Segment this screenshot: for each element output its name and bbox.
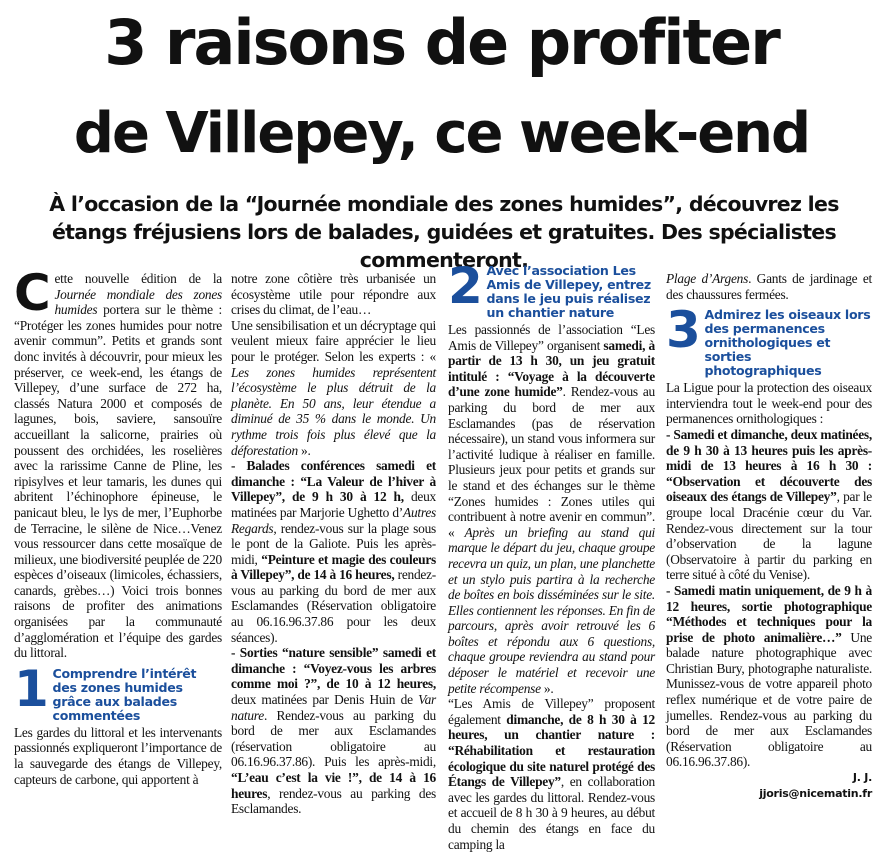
section-3-number: 3: [666, 301, 701, 360]
section-3-header: [666, 301, 872, 379]
section-1-number: 1: [14, 659, 49, 718]
section-1-paragraph-4: - Balades conférences samedi et dimanche : “La Valeur de l’hiver à Villepey”, de 9 h 30 à 12 h, deux matinées par Marjorie Ughetto d’Autres Regards, rendez-vous sur la plage sous le pont de la Galiote. Puis les après-midi, “Peinture et magie des couleurs à Villepey”, de 14 à 16 heures, rendez-vous au parking du bord de mer aux Esclamandes (Réservation obligatoire au 06.16.96.37.86 pour les deux séances).: [231, 458, 436, 645]
article-column-1: [14, 264, 222, 787]
section-2-number: 2: [448, 257, 483, 315]
article-column-2: [231, 271, 436, 817]
headline-line-2: de Villepey, ce week-end: [73, 101, 810, 166]
section-2-paragraph-1: Les passionnés de l’association “Les Amis de Villepey” organisent samedi, à partir de 13 h 30, un jeu gratuit intitulé : “Voyage à la découverte d’une zone humide”. Rendez-vous au parking du bord de mer aux Esclamandes (pas de réservation nécessaire), un stand vous informera sur l’activité ludique à réaliser en famille. Plusieurs jeux pour petits et grands sur le stand et des échanges sur le thème “Zones humides : Zones utiles qui contribuent à notre avenir en commun”. « Après un briefing au stand qui marque le départ du jeu, chaque groupe recevra un quiz, un plan, une planchette et un stylo puis partira à la recherche de boîtes en bois disséminées sur le site. Elles contiennent les réponses. En fin de parcours, après avoir retrouvé les 6 boîtes et répondu aux 6 questions, chaque groupe reviendra au stand pour déposer le matériel et recevoir une petite récompense ».: [448, 322, 656, 696]
intro-event-name: Journée mondiale des zones humides: [54, 286, 222, 318]
section-3-paragraph-2: - Samedi et dimanche, deux matinées, de 9 h 30 à 13 heures puis les après-midi de 13 heures à 16 h 30 : “Observation et découverte des oiseaux des étangs de Villepey”, par le groupe local Dracénie cœur du Var. Rendez-vous directement sur la tour d’observation de la lagune (Observatoire à partir du parking en terre situé à côté du Venise).: [666, 426, 872, 583]
headline-line-1: 3 raisons de profiter: [104, 6, 779, 79]
section-1-heading: Comprendre l’intérêt des zones humides grâce aux balades commentées: [52, 665, 197, 723]
section-2-heading: Avec l’association Les Amis de Villepey, entrez dans le jeu puis réalisez un chantier nature: [486, 263, 651, 320]
author-email[interactable]: jjoris@nicematin.fr: [759, 786, 872, 800]
section-2-paragraph-2: “Les Amis de Villepey” proposent également dimanche, de 8 h 30 à 12 heures, un chantier nature : “Réhabilitation et restauration écologique du site naturel protégé des Étangs de Villepey”, en collaboration avec les gardes du littoral. Rendez-vous et accueil de 8 h 30 à 9 heures, au début du chemin des étangs en face du camping la: [448, 696, 655, 852]
section-2-paragraph-2-cont: Plage d’Argens. Gants de jardinage et des chaussures fermées.: [666, 271, 872, 302]
intro-text: ette nouvelle édition de la: [54, 271, 222, 286]
section-1-paragraph-2: notre zone côtière très urbanisée un écosystème utile pour répondre aux crises du climat, de l’eau…: [231, 271, 436, 318]
section-1-paragraph-3: Une sensibilisation et un décryptage qui veulent mieux faire apprécier le lieu pour le protéger. Selon les experts : « Les zones humides représentent l’écosystème le plus détruit de la planète. En 50 ans, leur étendue a diminué de 35 % dans le monde. Un rythme trois fois plus élevé que la déforestation ».: [231, 317, 436, 458]
section-1-paragraph-5: - Sorties “nature sensible” samedi et dimanche : “Voyez-vous les arbres comme moi ?”, de 10 à 12 heures, deux matinées par Denis Huin de Var nature. Rendez-vous au parking du bord de mer aux Esclamandes (réservation obligatoire au 06.16.96.37.86). Puis les après-midi, “L’eau c’est la vie !”, de 14 à 16 heures, rendez-vous au parking des Esclamandes.: [231, 645, 436, 817]
section-3-heading: Admirez les oiseaux lors des permanences ornithologiques et sorties photographiques: [704, 307, 871, 379]
article-column-3: [448, 257, 656, 852]
lead-paragraph: À l’occasion de la “Journée mondiale des zones humides”, découvrez les étangs fréjusiens lors de balades, guidées et gratuites. Des spécialistes commenteront.: [49, 192, 839, 272]
drop-cap: C: [14, 264, 51, 322]
intro-paragraph: [14, 264, 222, 661]
section-3-paragraph-1: La Ligue pour la protection des oiseaux interviendra tout le week-end pour des permanences ornithologiques :: [666, 380, 872, 427]
intro-text-cont: portera sur le thème : “Protéger les zones humides pour notre avenir commun”. Petits et grands sont donc invités à découvrir, pour mieux les préserver, ce week-end, les étangs de Villepey, d’une surface de 272 ha, classés Natura 2000 et composés de lagunes, bois, saviere, sansouïre accueillant la salicorne, prairies où poussent des orchidées, les roselières avec la rarissime Canne de Pline, les ripisylves et leur tamaris, les dunes qui abritent l’échinophore épineuse, le panicaut bleu, le lys de mer, l’Euphorbe de Terracine, le silène de Nice…Venez vous ressourcer dans cette mosaïque de milieux, une biodiversité peuplée de 220 espèces d’oiseaux (limicoles, échassiers, canards, grèbes…) Voici trois bonnes raisons de profiter des animations organisées par la communauté d’agglomération et l’équipe des gardes du littoral.: [14, 302, 222, 661]
section-3-paragraph-3: - Samedi matin uniquement, de 9 h à 12 heures, sortie photographique “Méthodes et techniques pour la prise de photo animalière…” Une balade nature photographique avec Christian Bury, photographe naturaliste. Munissez-vous de votre appareil photo reflex numérique et de votre paire de jumelles. Rendez-vous au parking du bord de mer aux Esclamandes (Réservation obligatoire au 06.16.96.37.86).: [666, 582, 872, 770]
section-1-paragraph-1: Les gardes du littoral et les intervenants passionnés expliqueront l’importance de la sauvegarde des étangs de Villepey, capteurs de carbone, qui apportent à: [14, 724, 222, 787]
section-1-header: [14, 659, 222, 723]
author-initials: J. J.: [852, 771, 872, 785]
article-column-4: [666, 271, 872, 801]
section-2-header: [448, 257, 655, 320]
